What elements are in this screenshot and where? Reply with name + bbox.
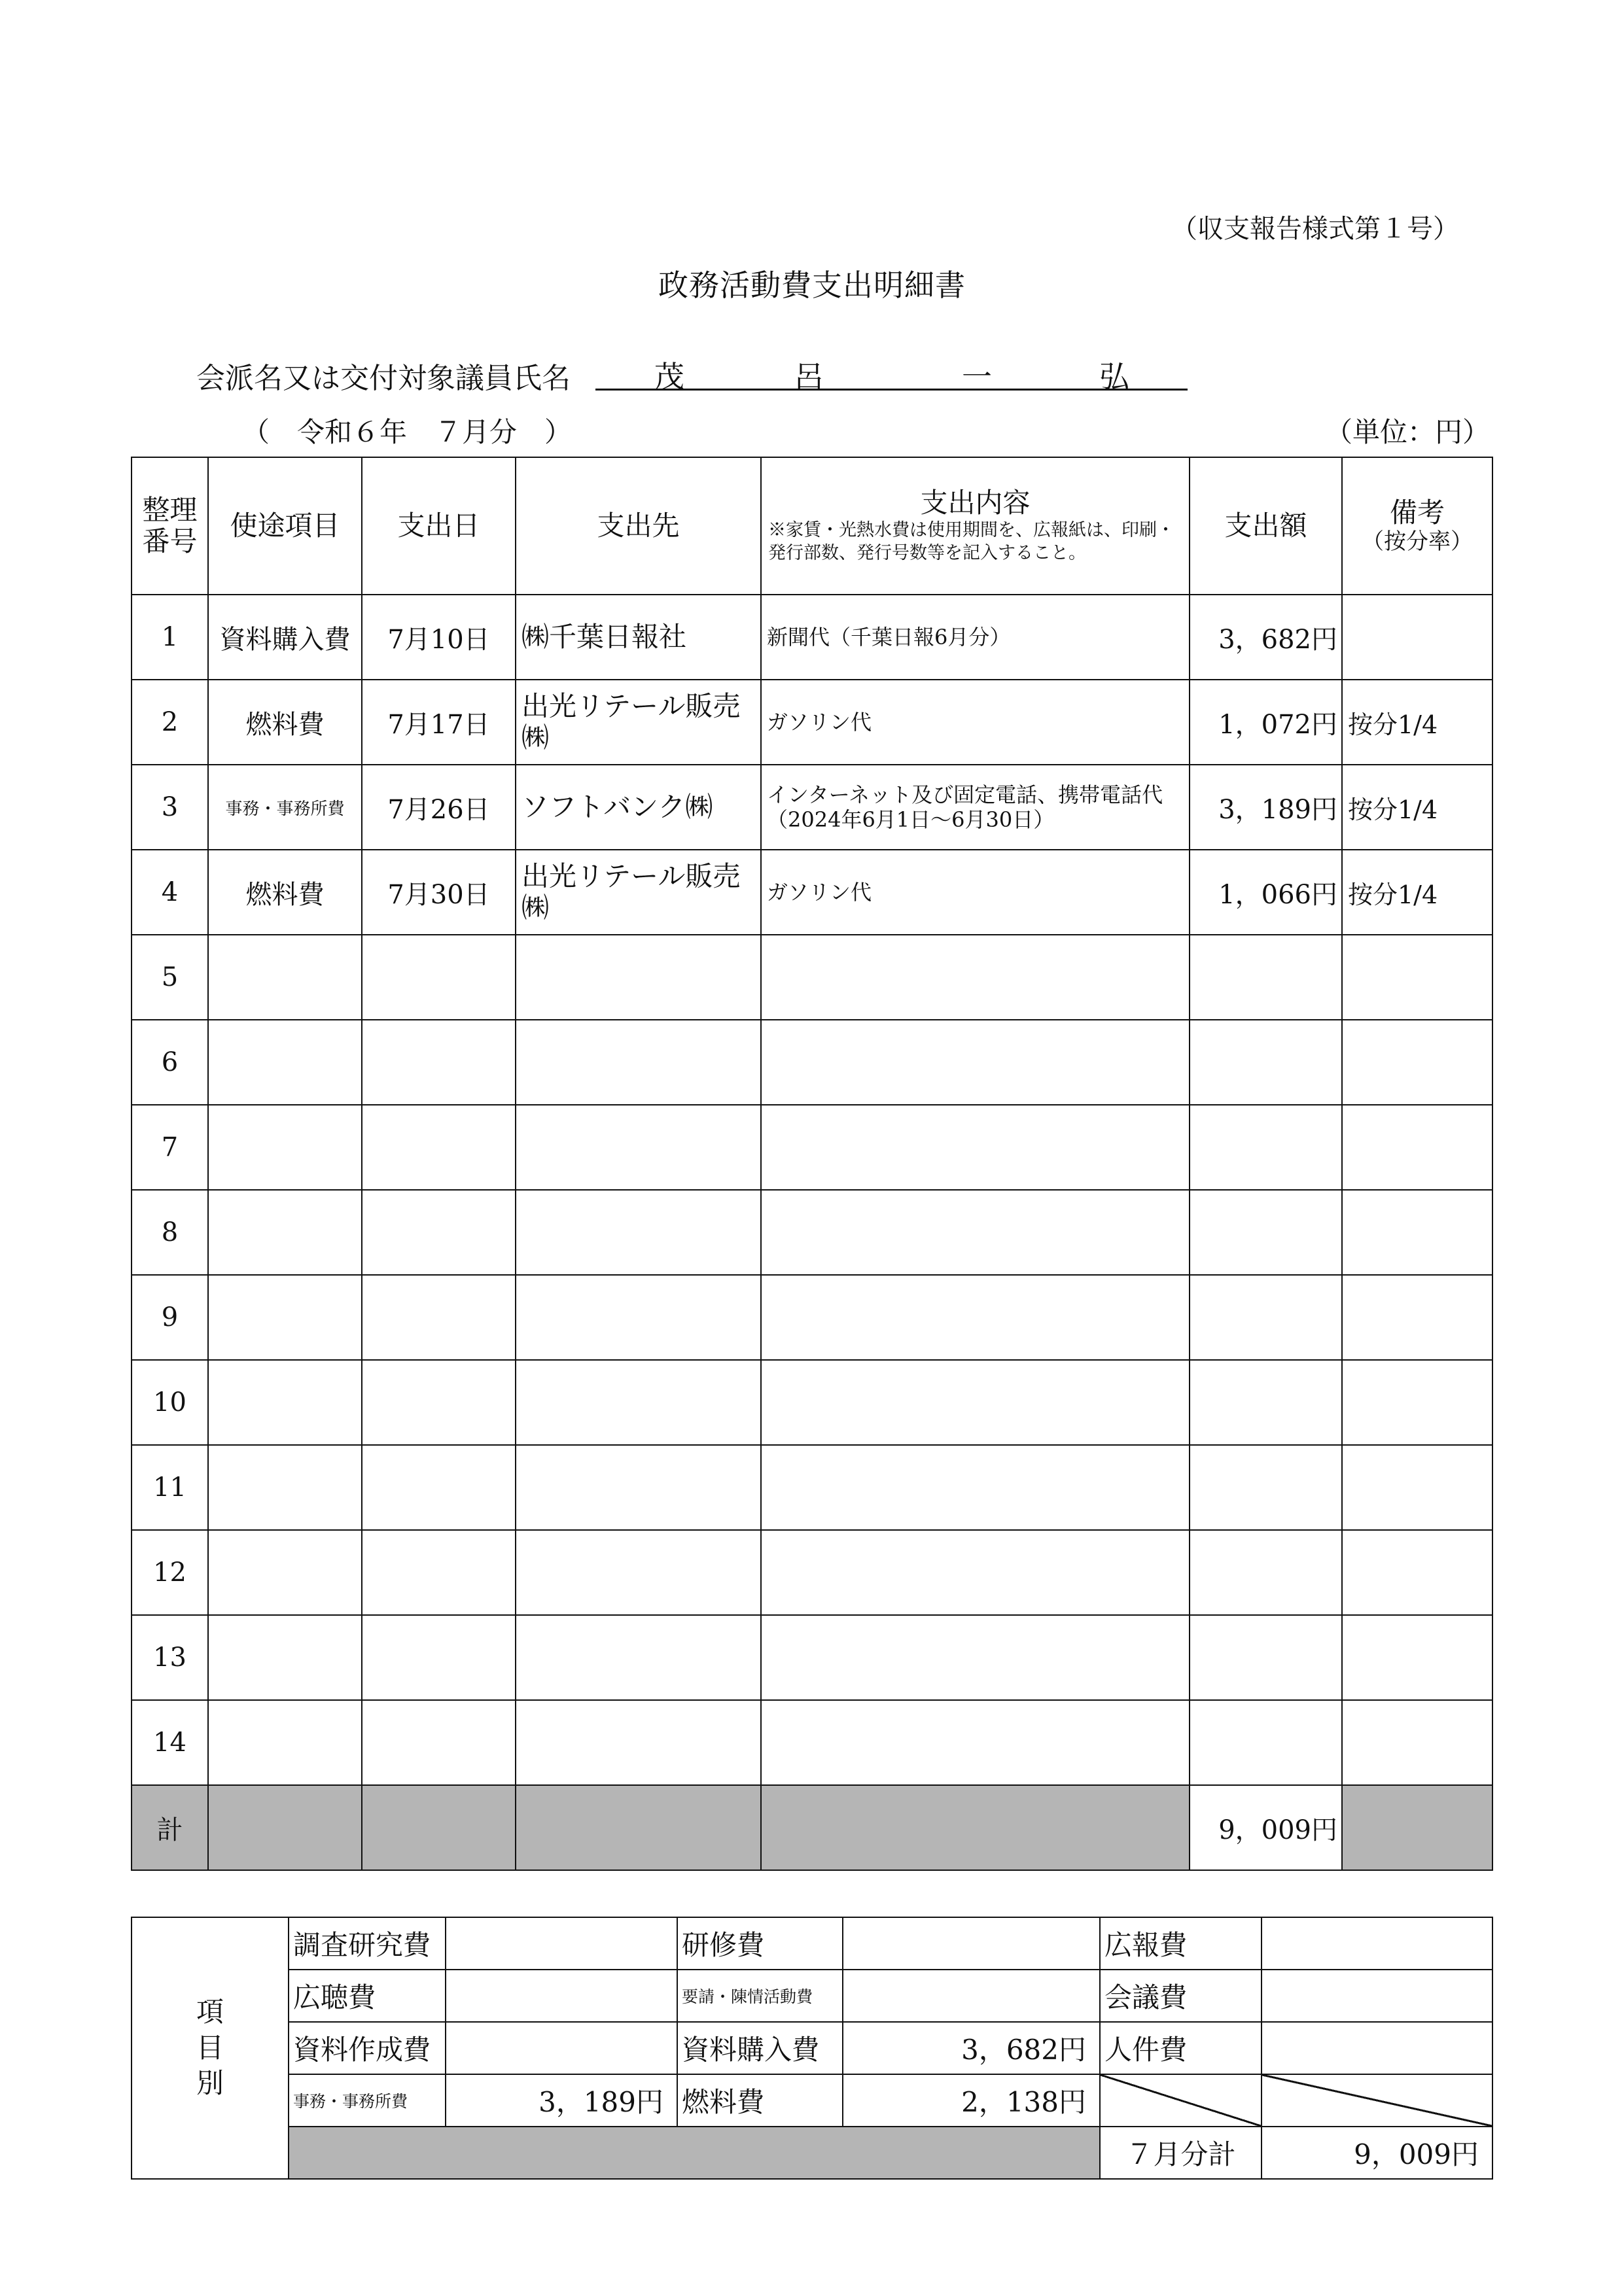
cell-content <box>761 1360 1190 1445</box>
cell-no: 5 <box>132 935 208 1020</box>
summary-category-label: 調査研究費 <box>289 1917 446 1970</box>
summary-category-value: 3，189円 <box>446 2074 677 2127</box>
summary-category-label: 広報費 <box>1100 1917 1262 1970</box>
cell-use <box>208 1445 362 1530</box>
cell-note <box>1342 1105 1492 1190</box>
cell-date <box>362 1530 516 1615</box>
cell-use <box>208 1530 362 1615</box>
cell-date: 7月26日 <box>362 765 516 850</box>
member-name-part: 呂 <box>794 359 824 394</box>
cell-use: 燃料費 <box>208 850 362 935</box>
form-number: （収支報告様式第１号） <box>1171 214 1459 244</box>
header-content-title: 支出内容 <box>920 486 1031 519</box>
table-row <box>132 1190 1492 1275</box>
cell-content: ガソリン代 <box>761 680 1190 765</box>
cell-use <box>208 1360 362 1445</box>
summary-category-value: 3，682円 <box>843 2022 1100 2074</box>
cell-use <box>208 1190 362 1275</box>
cell-note <box>1342 1190 1492 1275</box>
cell-date: 7月30日 <box>362 850 516 935</box>
report-period: （ 令和６年 ７月分 ） <box>242 416 573 448</box>
summary-total-row <box>132 2127 1492 2179</box>
cell-no: 12 <box>132 1530 208 1615</box>
cell-date <box>362 1275 516 1360</box>
summary-category-value <box>1262 1917 1492 1970</box>
cell-use <box>208 1105 362 1190</box>
summary-diagonal-cell <box>1100 2074 1262 2127</box>
cell-no: 4 <box>132 850 208 935</box>
cell-content: インターネット及び固定電話、携帯電話代（2024年6月1日～6月30日） <box>761 765 1190 850</box>
summary-category-value <box>446 1917 677 1970</box>
summary-category-value <box>843 1917 1100 1970</box>
cell-note <box>1342 935 1492 1020</box>
cell-use: 資料購入費 <box>208 595 362 680</box>
category-summary-table <box>131 1917 1493 2180</box>
cell-amount <box>1190 1615 1342 1700</box>
total-blank-cell <box>761 1785 1190 1870</box>
cell-note: 按分1/4 <box>1342 680 1492 765</box>
summary-category-label: 資料購入費 <box>677 2022 843 2074</box>
cell-no: 10 <box>132 1360 208 1445</box>
unit-label: （単位：円） <box>1325 416 1491 448</box>
cell-note: 按分1/4 <box>1342 850 1492 935</box>
summary-row <box>132 1917 1492 1970</box>
table-row <box>132 1105 1492 1190</box>
summary-category-value <box>843 1970 1100 2022</box>
summary-category-label: 会議費 <box>1100 1970 1262 2022</box>
cell-use <box>208 1700 362 1785</box>
table-row <box>132 850 1492 935</box>
cell-use <box>208 935 362 1020</box>
header-content <box>761 457 1190 595</box>
header-payee: 支出先 <box>516 457 761 595</box>
table-row <box>132 1615 1492 1700</box>
cell-note <box>1342 1020 1492 1105</box>
summary-diagonal-cell <box>1262 2074 1492 2127</box>
cell-payee <box>516 1445 761 1530</box>
cell-payee: ㈱千葉日報社 <box>516 595 761 680</box>
table-row <box>132 1700 1492 1785</box>
cell-amount <box>1190 1445 1342 1530</box>
cell-no: 14 <box>132 1700 208 1785</box>
cell-payee: 出光リテール販売㈱ <box>516 680 761 765</box>
cell-note <box>1342 595 1492 680</box>
total-blank-cell <box>516 1785 761 1870</box>
document-title: 政務活動費支出明細書 <box>658 268 966 303</box>
cell-payee: ソフトバンク㈱ <box>516 765 761 850</box>
summary-total-value: 9，009円 <box>1262 2127 1492 2179</box>
cell-content <box>761 1700 1190 1785</box>
cell-amount <box>1190 1360 1342 1445</box>
cell-amount: 1，072円 <box>1190 680 1342 765</box>
cell-date <box>362 1020 516 1105</box>
cell-amount <box>1190 1105 1342 1190</box>
summary-category-value <box>446 2022 677 2074</box>
table-header-row <box>132 457 1492 595</box>
cell-content: ガソリン代 <box>761 850 1190 935</box>
summary-category-label: 研修費 <box>677 1917 843 1970</box>
cell-no: 1 <box>132 595 208 680</box>
cell-note <box>1342 1700 1492 1785</box>
summary-total-label: ７月分計 <box>1100 2127 1262 2179</box>
header-amount: 支出額 <box>1190 457 1342 595</box>
cell-date <box>362 1105 516 1190</box>
summary-gray-cell <box>289 2127 1100 2179</box>
table-row <box>132 1275 1492 1360</box>
cell-date <box>362 1615 516 1700</box>
cell-payee <box>516 935 761 1020</box>
summary-category-value <box>1262 2022 1492 2074</box>
cell-use <box>208 1275 362 1360</box>
cell-amount <box>1190 1020 1342 1105</box>
summary-category-label: 燃料費 <box>677 2074 843 2127</box>
summary-category-label: 要請・陳情活動費 <box>677 1970 843 2022</box>
header-note <box>1342 457 1492 595</box>
cell-no: 3 <box>132 765 208 850</box>
cell-content <box>761 1105 1190 1190</box>
cell-payee <box>516 1700 761 1785</box>
member-label: 会派名又は交付対象議員氏名 <box>196 362 571 395</box>
cell-note <box>1342 1275 1492 1360</box>
cell-payee <box>516 1020 761 1105</box>
header-content-note: ※家賃・光熱水費は使用期間を、広報紙は、印刷・発行部数、発行号数等を記入すること。 <box>768 520 1174 564</box>
member-name-part: 茂 <box>654 359 684 394</box>
cell-payee <box>516 1530 761 1615</box>
cell-no: 2 <box>132 680 208 765</box>
cell-amount: 3，189円 <box>1190 765 1342 850</box>
table-row <box>132 1530 1492 1615</box>
cell-content <box>761 1190 1190 1275</box>
cell-content <box>761 1020 1190 1105</box>
member-name-part: 一 <box>962 359 992 394</box>
cell-amount <box>1190 1700 1342 1785</box>
cell-no: 11 <box>132 1445 208 1530</box>
cell-date <box>362 1700 516 1785</box>
header-use: 使途項目 <box>208 457 362 595</box>
cell-content: 新聞代（千葉日報6月分） <box>761 595 1190 680</box>
table-row <box>132 595 1492 680</box>
total-blank-cell <box>208 1785 362 1870</box>
cell-amount: 3，682円 <box>1190 595 1342 680</box>
cell-amount <box>1190 1275 1342 1360</box>
summary-category-value <box>446 1970 677 2022</box>
cell-payee <box>516 1105 761 1190</box>
table-row <box>132 1360 1492 1445</box>
cell-payee <box>516 1275 761 1360</box>
cell-date <box>362 1360 516 1445</box>
cell-no: 9 <box>132 1275 208 1360</box>
cell-note <box>1342 1360 1492 1445</box>
cell-date <box>362 1445 516 1530</box>
cell-use: 事務・事務所費 <box>208 765 362 850</box>
table-row <box>132 935 1492 1020</box>
summary-category-label: 資料作成費 <box>289 2022 446 2074</box>
total-blank-cell <box>362 1785 516 1870</box>
cell-payee <box>516 1190 761 1275</box>
summary-category-label: 人件費 <box>1100 2022 1262 2074</box>
cell-amount <box>1190 1190 1342 1275</box>
cell-date <box>362 1190 516 1275</box>
cell-content <box>761 935 1190 1020</box>
cell-payee: 出光リテール販売㈱ <box>516 850 761 935</box>
cell-amount <box>1190 1530 1342 1615</box>
summary-category-label: 事務・事務所費 <box>289 2074 446 2127</box>
cell-content <box>761 1275 1190 1360</box>
cell-date <box>362 935 516 1020</box>
cell-note <box>1342 1615 1492 1700</box>
summary-row <box>132 2022 1492 2074</box>
cell-content <box>761 1530 1190 1615</box>
cell-note <box>1342 1530 1492 1615</box>
cell-no: 13 <box>132 1615 208 1700</box>
cell-note <box>1342 1445 1492 1530</box>
cell-date: 7月10日 <box>362 595 516 680</box>
total-label: 計 <box>132 1785 208 1870</box>
cell-date: 7月17日 <box>362 680 516 765</box>
cell-no: 6 <box>132 1020 208 1105</box>
cell-note: 按分1/4 <box>1342 765 1492 850</box>
summary-row <box>132 2074 1492 2127</box>
table-row <box>132 1445 1492 1530</box>
cell-amount: 1，066円 <box>1190 850 1342 935</box>
total-row <box>132 1785 1492 1870</box>
cell-payee <box>516 1360 761 1445</box>
header-note-sub: （按分率） <box>1362 528 1473 555</box>
summary-row <box>132 1970 1492 2022</box>
total-amount: 9，009円 <box>1190 1785 1342 1870</box>
cell-amount <box>1190 935 1342 1020</box>
table-row <box>132 1020 1492 1105</box>
summary-category-label: 広聴費 <box>289 1970 446 2022</box>
cell-no: 7 <box>132 1105 208 1190</box>
summary-category-value: 2，138円 <box>843 2074 1100 2127</box>
table-row <box>132 765 1492 850</box>
cell-use <box>208 1020 362 1105</box>
cell-content <box>761 1445 1190 1530</box>
cell-content <box>761 1615 1190 1700</box>
cell-no: 8 <box>132 1190 208 1275</box>
summary-category-value <box>1262 1970 1492 2022</box>
cell-use <box>208 1615 362 1700</box>
expense-detail-table <box>131 457 1493 1871</box>
member-name-part: 弘 <box>1099 359 1129 394</box>
cell-payee <box>516 1615 761 1700</box>
header-no: 整理 番号 <box>132 457 208 595</box>
table-row <box>132 680 1492 765</box>
header-note-title: 備考 <box>1389 496 1445 529</box>
header-date: 支出日 <box>362 457 516 595</box>
total-blank-cell <box>1342 1785 1492 1870</box>
cell-use: 燃料費 <box>208 680 362 765</box>
summary-side-label: 項 目 別 <box>132 1917 289 2179</box>
